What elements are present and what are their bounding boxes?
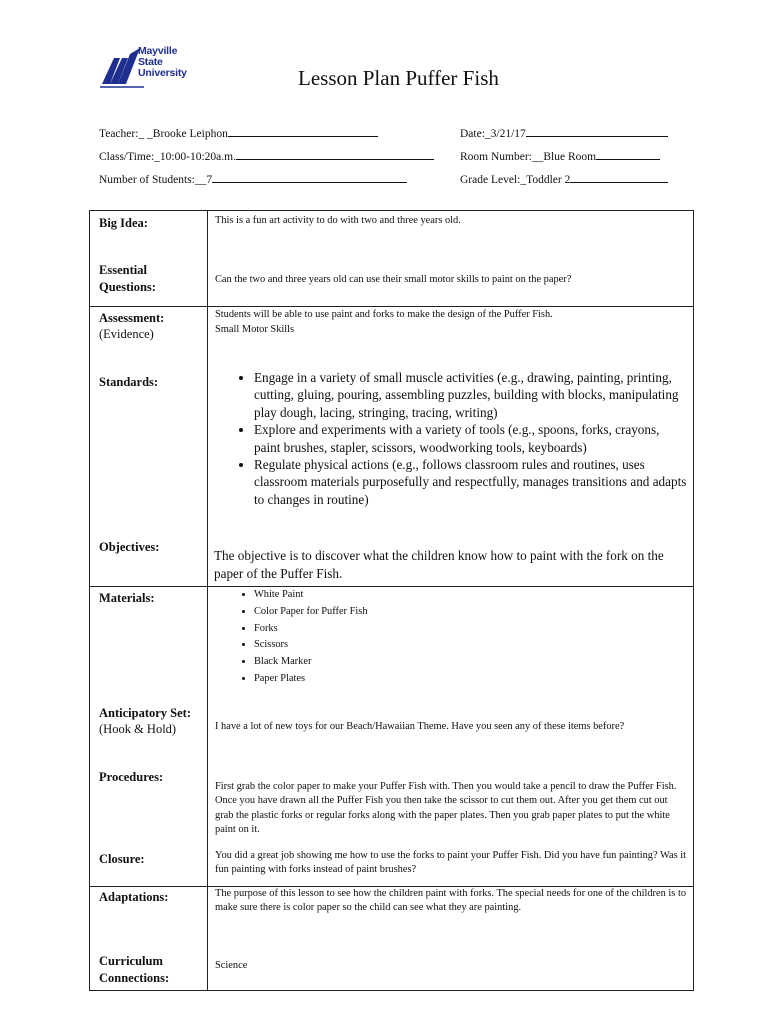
adaptations-label: Adaptations:: [99, 890, 169, 904]
anticipatory-label: Anticipatory Set:: [99, 706, 191, 720]
grade-value: Grade Level:_Toddler 2: [460, 174, 571, 186]
room-value: Room Number:__Blue Room: [460, 151, 597, 163]
big-idea-content-cell: [208, 211, 694, 307]
teacher-value: Teacher:_ _Brooke Leiphon: [99, 128, 228, 140]
list-item: • Regulate physical actions (e.g., follows classroom rules and routines, uses classroom materials purposefully and respectfully, manages transitions and adapts to changes in routine): [254, 456, 687, 508]
students-field: [99, 171, 407, 186]
big-idea-label-cell: [90, 211, 208, 307]
big-idea-text: This is a fun art activity to do with two and three years old.: [215, 215, 461, 226]
list-item: • Engage in a variety of small muscle activities (e.g., drawing, painting, printing, cutting, gluing, pouring, assembling puzzles, building with blocks, manipulating play dough, lacing, stringing, tracing, writing): [254, 369, 687, 421]
list-item: • White Paint: [254, 587, 687, 604]
adaptations-text: The purpose of this lesson to see how the children paint with forks. The special needs for one of the children is to make sure there is color paper so the child can see what they are painting.: [215, 888, 687, 914]
class-time-field: [99, 148, 434, 163]
assessment-label-cell: [90, 307, 208, 587]
list-item: • Paper Plates: [254, 671, 687, 688]
objectives-label: Objectives:: [99, 540, 160, 554]
date-value: Date:_3/21/17: [460, 128, 526, 140]
assessment-text-1: Students will be able to use paint and forks to make the design of the Puffer Fish.: [215, 309, 553, 320]
students-value: Number of Students:__7: [99, 174, 213, 186]
anticipatory-text: I have a lot of new toys for our Beach/Hawaiian Theme. Have you seen any of these items before?: [215, 721, 625, 732]
curriculum-label-1: Curriculum: [99, 954, 163, 968]
essential-label-2: Questions:: [99, 280, 156, 294]
anticipatory-sublabel: (Hook & Hold): [99, 722, 177, 736]
logo-wordmark: [138, 46, 187, 79]
big-idea-label: Big Idea:: [99, 216, 148, 230]
assessment-text-2: Small Motor Skills: [215, 324, 295, 335]
adaptations-label-cell: [90, 887, 208, 991]
closure-label: Closure:: [99, 852, 145, 866]
anticipatory-sublabel-wrap: [99, 721, 176, 737]
assessment-label: Assessment:: [99, 311, 165, 325]
list-item: • Explore and experiments with a variety of tools (e.g., spoons, forks, crayons, paint brushes, stapler, scissors, woodworking tools, keyboards): [254, 421, 687, 456]
materials-label: Materials:: [99, 591, 155, 605]
curriculum-label-2: Connections:: [99, 971, 170, 985]
university-logo: [100, 44, 220, 90]
essential-label-1: Essential: [99, 263, 147, 277]
room-field: [460, 148, 660, 163]
procedures-label: Procedures:: [99, 770, 164, 784]
list-item: • Black Marker: [254, 654, 687, 671]
assessment-sublabel: (Evidence): [99, 327, 154, 341]
lesson-plan-table: [89, 210, 694, 991]
logo-line-2: State: [138, 56, 163, 68]
materials-list: [230, 587, 687, 688]
table-row: [90, 887, 694, 991]
page-title: Lesson Plan Puffer Fish: [298, 66, 499, 90]
materials-label-cell: [90, 587, 208, 887]
table-row: [90, 211, 694, 307]
list-item: • Scissors: [254, 637, 687, 654]
procedures-text: First grab the color paper to make your Puffer Fish with. Then you would take a pencil to draw the Puffer Fish. Once you have drawn all the Puffer Fish you then take the scissor to cut them out. After you get them cut out grab the plastic forks or regular forks along with the paper plates. Then you grab paper plates to put the white paint on it.: [215, 781, 677, 836]
date-field: [460, 125, 668, 140]
list-item: • Forks: [254, 621, 687, 638]
essential-text: Can the two and three years old can use their small motor skills to paint on the paper?: [215, 274, 572, 285]
grade-field: [460, 171, 668, 186]
list-item: • Color Paper for Puffer Fish: [254, 604, 687, 621]
curriculum-text: Science: [215, 960, 248, 971]
standards-list: [230, 369, 687, 508]
table-row: [90, 587, 694, 887]
assessment-content-cell: [208, 307, 694, 587]
adaptations-content-cell: [208, 887, 694, 991]
objectives-text: The objective is to discover what the children know how to paint with the fork on the paper of the Puffer Fish.: [214, 548, 664, 581]
table-row: [90, 307, 694, 587]
materials-content-cell: [208, 587, 694, 887]
logo-line-3: University: [138, 67, 187, 79]
assessment-sublabel-wrap: [99, 326, 154, 342]
standards-label: Standards:: [99, 375, 159, 389]
logo-line-1: Mayville: [138, 45, 178, 57]
class-time-value: Class/Time:_10:00-10:20a.m.: [99, 151, 236, 163]
teacher-field: [99, 125, 378, 140]
closure-text: You did a great job showing me how to use the forks to paint your Puffer Fish. Did you have fun painting? Was it fun painting with forks instead of paint brushes?: [215, 850, 687, 876]
